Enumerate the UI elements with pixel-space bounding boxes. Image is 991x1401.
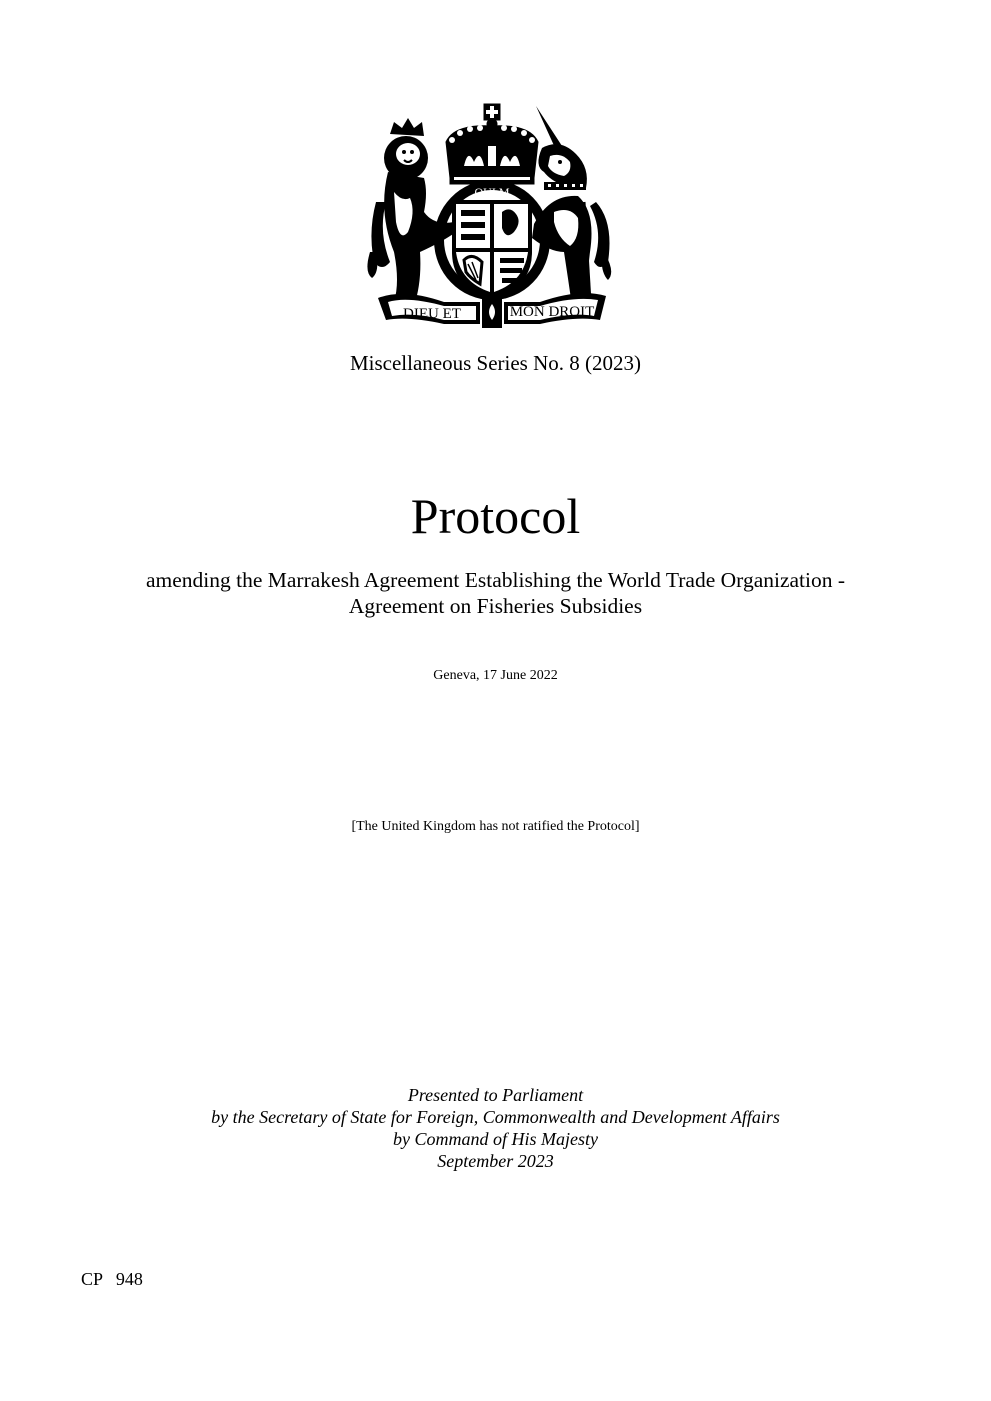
svg-text:DIEU ET: DIEU ET	[403, 306, 461, 322]
command-paper-number: CP 948	[81, 1269, 143, 1289]
document-subtitle	[95, 567, 896, 619]
svg-text:MON DROIT: MON DROIT	[509, 304, 595, 320]
presentation-line-4: September 2023	[437, 1151, 554, 1171]
subtitle-line-1: amending the Marrakesh Agreement Establishing the World Trade Organization -	[145, 568, 846, 592]
crown-icon	[446, 104, 538, 184]
place-and-date: Geneva, 17 June 2022	[433, 668, 558, 683]
svg-text:QUI M: QUI M	[474, 185, 510, 199]
presentation-line-3: by Command of His Majesty	[393, 1129, 598, 1149]
series-label: Miscellaneous Series No. 8 (2023)	[349, 351, 642, 375]
unicorn-icon	[532, 106, 611, 306]
presentation-line-1: Presented to Parliament	[407, 1085, 584, 1105]
ratification-note: [The United Kingdom has not ratified the Protocol]	[351, 819, 640, 834]
presentation-line-2: by the Secretary of State for Foreign, Commonwealth and Development Affairs	[211, 1107, 780, 1127]
shield-icon	[452, 200, 532, 298]
royal-coat-of-arms-icon	[364, 102, 620, 332]
presentation-statement	[0, 1084, 991, 1172]
document-title: Protocol	[410, 488, 581, 544]
subtitle-line-2: Agreement on Fisheries Subsidies	[348, 594, 643, 618]
motto-scroll-icon	[378, 293, 606, 328]
